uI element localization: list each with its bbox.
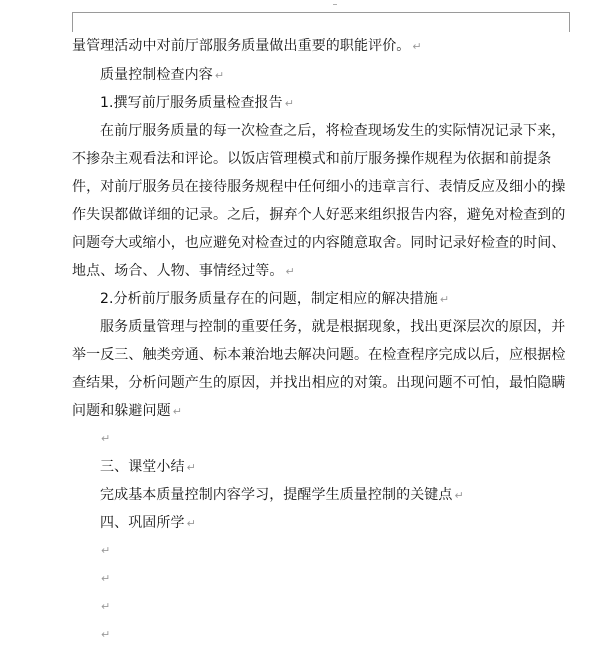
section-heading: 四、巩固所学 ↵ <box>100 515 196 531</box>
margin-mark-right <box>569 12 570 32</box>
subheading: 2.分析前厅服务质量存在的问题，制定相应的解决措施 ↵ <box>100 291 450 307</box>
paragraph-line: 举一反三、触类旁通、标本兼治地去解决问题。在检查程序完成以后，应根据检 <box>72 347 566 363</box>
margin-mark-top-left <box>72 31 73 32</box>
paragraph-line: 地点、场合、人物、事情经过等。 ↵ <box>72 263 295 279</box>
paragraph-line: 查结果，分析问题产生的原因，并找出相应的对策。出现问题不可怕，最怕隐瞒 <box>72 375 566 391</box>
section-heading: 质量控制检查内容 ↵ <box>100 67 225 83</box>
paragraph-line: 服务质量管理与控制的重要任务，就是根据现象，找出更深层次的原因，并 <box>100 319 566 335</box>
empty-paragraph-mark: ↵ <box>101 432 111 445</box>
empty-paragraph-mark: ↵ <box>101 544 111 557</box>
paragraph-line: 问题和躲避问题 ↵ <box>72 403 183 419</box>
paragraph-line: 完成基本质量控制内容学习，提醒学生质量控制的关键点 ↵ <box>100 487 464 503</box>
paragraph-line: 不掺杂主观看法和评论。以饭店管理模式和前厅服务操作规程为依据和前提条 <box>72 151 552 167</box>
empty-paragraph-mark: ↵ <box>101 572 111 585</box>
paragraph-line: 问题夸大或缩小，也应避免对检查过的内容随意取舍。同时记录好检查的时间、 <box>72 235 566 251</box>
margin-mark-top <box>72 12 569 13</box>
section-heading: 三、课堂小结 ↵ <box>100 459 196 475</box>
paragraph-line: 在前厅服务质量的每一次检查之后，将检查现场发生的实际情况记录下来， <box>100 123 566 139</box>
paragraph-line: 作失误都做详细的记录。之后，摒弃个人好恶来组织报告内容，避免对检查到的 <box>72 207 566 223</box>
empty-paragraph-mark: ↵ <box>101 600 111 613</box>
top-center-tick <box>333 4 337 5</box>
empty-paragraph-mark: ↵ <box>101 628 111 641</box>
paragraph-line: 量管理活动中对前厅部服务质量做出重要的职能评价。 ↵ <box>72 38 422 54</box>
margin-mark-left <box>72 12 73 32</box>
subheading: 1.撰写前厅服务质量检查报告 ↵ <box>100 95 295 111</box>
paragraph-line: 件，对前厅服务员在接待服务规程中任何细小的违章言行、表情反应及细小的操 <box>72 179 566 195</box>
